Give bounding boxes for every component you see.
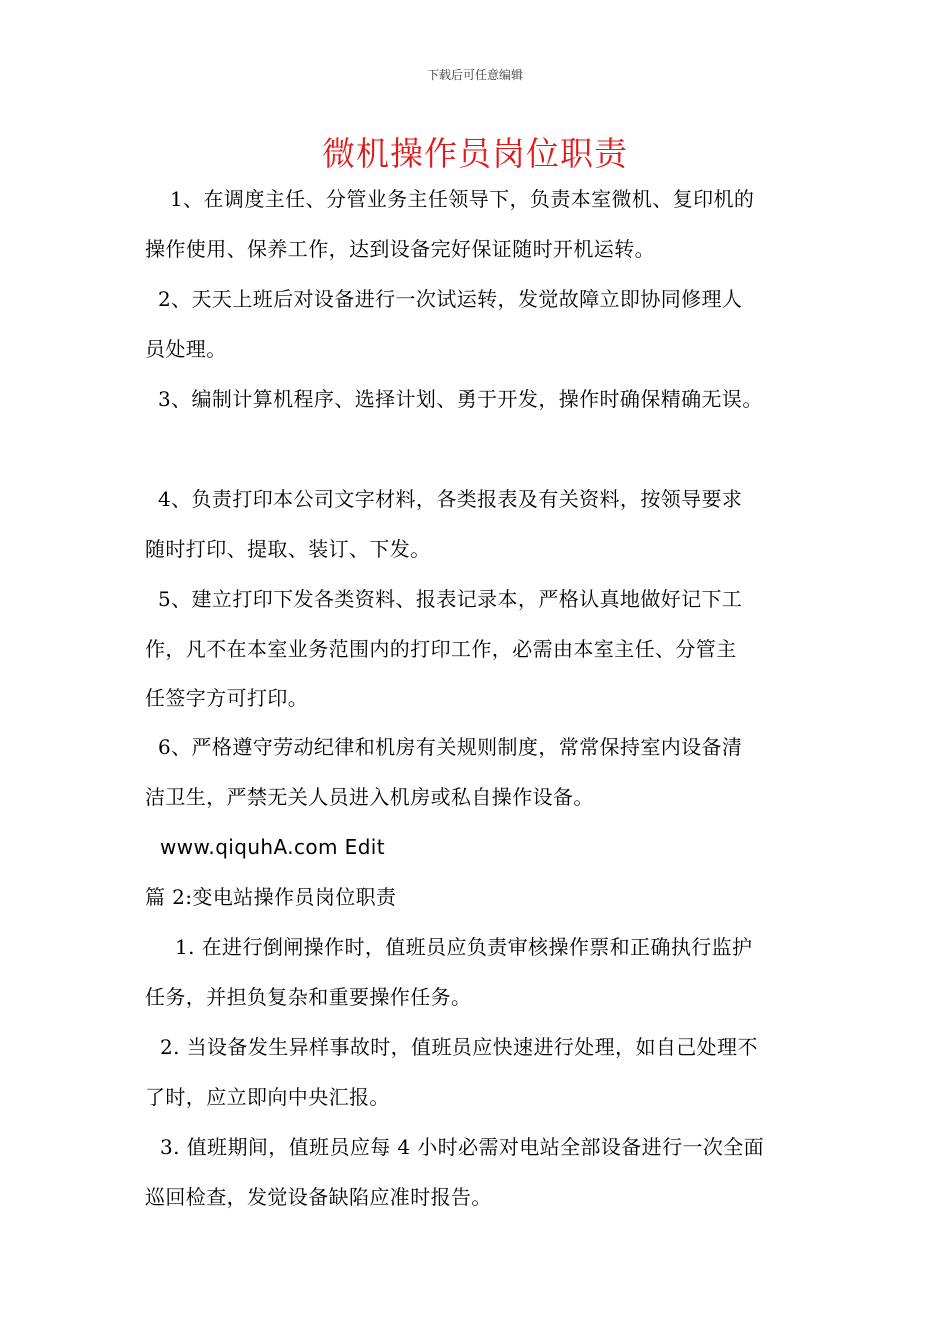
section-heading: 篇 2:变电站操作员岗位职责 [145,885,397,909]
paragraph-line-17: 3. 值班期间，值班员应每 4 小时必需对电站全部设备进行一次全面 [160,1135,765,1159]
paragraph-line-9: 作，凡不在本室业务范围内的打印工作，必需由本室主任、分管主 [145,637,737,661]
paragraph-line-4: 员处理。 [145,337,227,361]
paragraph-line-13: 1. 在进行倒闸操作时，值班员应负责审核操作票和正确执行监护 [175,935,753,959]
paragraph-line-5: 3、编制计算机程序、选择计划、勇于开发，操作时确保精确无误。 [158,387,763,411]
paragraph-line-16: 了时，应立即向中央汇报。 [145,1085,390,1109]
paragraph-line-15: 2. 当设备发生异样事故时，值班员应快速进行处理，如自己处理不 [160,1035,758,1059]
document-title: 微机操作员岗位职责 [322,134,628,173]
paragraph-line-14: 任务，并担负复杂和重要操作任务。 [145,985,472,1009]
paragraph-line-3: 2、天天上班后对设备进行一次试运转，发觉故障立即协同修理人 [158,287,743,311]
paragraph-line-6: 4、负责打印本公司文字材料，各类报表及有关资料，按领导要求 [158,487,743,511]
paragraph-line-12: 洁卫生，严禁无关人员进入机房或私自操作设备。 [145,785,594,809]
paragraph-line-1: 1、在调度主任、分管业务主任领导下，负责本室微机、复印机的 [170,187,755,211]
paragraph-line-11: 6、严格遵守劳动纪律和机房有关规则制度，常常保持室内设备清 [158,735,743,759]
paragraph-line-18: 巡回检查，发觉设备缺陷应准时报告。 [145,1185,492,1209]
website-text: www.qiquhA.com Edit [160,835,385,859]
paragraph-line-2: 操作使用、保养工作，达到设备完好保证随时开机运转。 [145,237,655,261]
paragraph-line-8: 5、建立打印下发各类资料、报表记录本，严格认真地做好记下工 [158,587,743,611]
header-note: 下载后可任意编辑 [426,68,523,82]
paragraph-line-10: 任签字方可打印。 [145,686,309,710]
paragraph-line-7: 随时打印、提取、装订、下发。 [145,537,431,561]
